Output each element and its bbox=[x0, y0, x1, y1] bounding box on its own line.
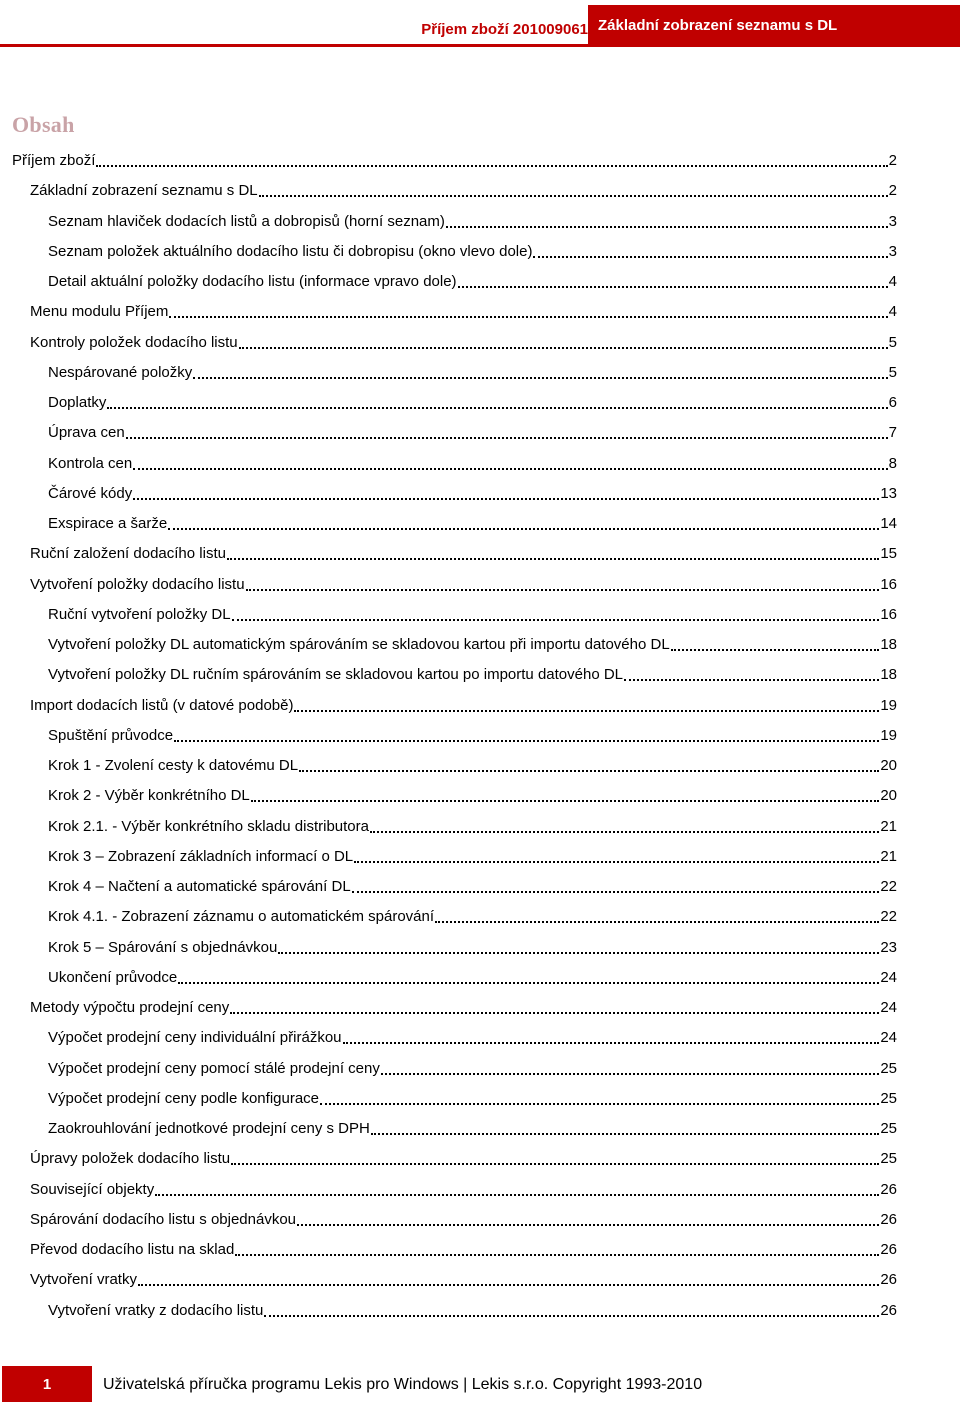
toc-entry-page: 25 bbox=[880, 1060, 897, 1077]
page-header bbox=[0, 0, 960, 48]
toc-dot-leader bbox=[624, 661, 879, 681]
toc-entry-page: 20 bbox=[880, 757, 897, 774]
toc-entry-page: 4 bbox=[888, 303, 897, 320]
toc-entry-title: Import dodacích listů (v datové podobě) bbox=[30, 697, 294, 714]
toc-entry-title: Související objekty bbox=[30, 1181, 155, 1198]
toc-entry-title: Nespárované položky bbox=[48, 364, 193, 381]
toc-entry[interactable] bbox=[48, 595, 897, 625]
header-section-title: Základní zobrazení seznamu s DL bbox=[588, 5, 960, 44]
toc-entry[interactable] bbox=[48, 867, 897, 897]
toc-entry[interactable] bbox=[48, 837, 897, 867]
toc-entry-page: 21 bbox=[880, 818, 897, 835]
toc-dot-leader bbox=[320, 1085, 879, 1105]
toc-entry-page: 26 bbox=[880, 1211, 897, 1228]
toc-dot-leader bbox=[435, 903, 879, 923]
toc-entry-title: Ukončení průvodce bbox=[48, 969, 178, 986]
toc-dot-leader bbox=[246, 571, 880, 591]
toc-entry[interactable] bbox=[48, 504, 897, 534]
toc-entry-title: Převod dodacího listu na sklad bbox=[30, 1241, 235, 1258]
toc-entry-page: 21 bbox=[880, 848, 897, 865]
footer-text: Uživatelská příručka programu Lekis pro Windows | Lekis s.r.o. Copyright 1993-2010 bbox=[103, 1376, 703, 1393]
toc-entry-page: 5 bbox=[888, 334, 897, 351]
toc-entry[interactable] bbox=[48, 625, 897, 655]
toc-entry[interactable] bbox=[30, 534, 897, 564]
toc-dot-leader bbox=[174, 722, 879, 742]
toc-entry-title: Krok 5 – Spárování s objednávkou bbox=[48, 939, 278, 956]
toc-entry[interactable] bbox=[48, 383, 897, 413]
toc-entry-title: Krok 2 - Výběr konkrétního DL bbox=[48, 787, 250, 804]
toc-entry[interactable] bbox=[30, 1170, 897, 1200]
toc-dot-leader bbox=[446, 208, 888, 228]
toc-entry-page: 25 bbox=[880, 1120, 897, 1137]
toc-entry[interactable] bbox=[48, 1079, 897, 1109]
toc-entry[interactable] bbox=[48, 444, 897, 474]
toc-entry-page: 22 bbox=[880, 878, 897, 895]
toc-entry-title: Výpočet prodejní ceny individuální přirážkou bbox=[48, 1029, 342, 1046]
toc-entry-title: Spuštění průvodce bbox=[48, 727, 174, 744]
toc-entry[interactable] bbox=[48, 413, 897, 443]
toc-entry-title: Detail aktuální položky dodacího listu (informace vpravo dole) bbox=[48, 273, 457, 290]
toc-entry-title: Kontroly položek dodacího listu bbox=[30, 334, 238, 351]
toc-entry-title: Exspirace a šarže bbox=[48, 515, 168, 532]
toc-entry-page: 26 bbox=[880, 1241, 897, 1258]
toc-entry[interactable] bbox=[48, 716, 897, 746]
toc-dot-leader bbox=[107, 389, 887, 409]
toc-entry-page: 25 bbox=[880, 1150, 897, 1167]
toc-entry-title: Krok 4 – Načtení a automatické spárování DL bbox=[48, 878, 351, 895]
toc-dot-leader bbox=[671, 631, 880, 651]
toc-dot-leader bbox=[352, 873, 880, 893]
toc-entry-title: Ruční vytvoření položky DL bbox=[48, 606, 231, 623]
toc-dot-leader bbox=[227, 540, 879, 560]
toc-entry[interactable] bbox=[48, 353, 897, 383]
toc-entry-page: 3 bbox=[888, 213, 897, 230]
toc-entry[interactable] bbox=[48, 807, 897, 837]
toc-entry-page: 23 bbox=[880, 939, 897, 956]
toc-dot-leader bbox=[370, 813, 879, 833]
toc-dot-leader bbox=[278, 934, 879, 954]
toc-entry-page: 7 bbox=[888, 424, 897, 441]
toc-entry-title: Základní zobrazení seznamu s DL bbox=[30, 182, 258, 199]
toc-entry[interactable] bbox=[48, 1049, 897, 1079]
toc-entry[interactable] bbox=[30, 988, 897, 1018]
toc-entry-page: 26 bbox=[880, 1302, 897, 1319]
toc-dot-leader bbox=[458, 268, 888, 288]
toc-entry-page: 14 bbox=[880, 515, 897, 532]
toc-entry-page: 4 bbox=[888, 273, 897, 290]
toc-entry-page: 24 bbox=[880, 1029, 897, 1046]
toc-entry[interactable] bbox=[12, 141, 897, 171]
toc-dot-leader bbox=[343, 1024, 880, 1044]
toc-entry[interactable] bbox=[48, 262, 897, 292]
toc-entry-page: 8 bbox=[888, 455, 897, 472]
toc-dot-leader bbox=[239, 329, 888, 349]
toc-dot-leader bbox=[178, 964, 879, 984]
toc-entry-page: 18 bbox=[880, 636, 897, 653]
toc-dot-leader bbox=[133, 450, 887, 470]
toc-entry-page: 2 bbox=[888, 152, 897, 169]
toc-dot-leader bbox=[371, 1115, 879, 1135]
toc-dot-leader bbox=[231, 1145, 879, 1165]
toc-entry-page: 16 bbox=[880, 606, 897, 623]
toc-entry-title: Úprava cen bbox=[48, 424, 125, 441]
toc-entry[interactable] bbox=[30, 1230, 897, 1260]
toc-entry[interactable] bbox=[30, 1139, 897, 1169]
toc-entry-title: Výpočet prodejní ceny podle konfigurace bbox=[48, 1090, 320, 1107]
toc-entry-page: 15 bbox=[880, 545, 897, 562]
toc-entry-title: Zaokrouhlování jednotkové prodejní ceny s DPH bbox=[48, 1120, 370, 1137]
toc-entry[interactable] bbox=[48, 655, 897, 685]
toc-entry[interactable] bbox=[48, 897, 897, 927]
toc-entry[interactable] bbox=[48, 746, 897, 776]
toc-dot-leader bbox=[297, 1206, 879, 1226]
toc-entry-page: 18 bbox=[880, 666, 897, 683]
toc-entry-page: 26 bbox=[880, 1271, 897, 1288]
toc-dot-leader bbox=[168, 510, 879, 530]
toc-dot-leader bbox=[230, 994, 879, 1014]
toc-entry[interactable] bbox=[48, 776, 897, 806]
toc-entry[interactable] bbox=[48, 928, 897, 958]
toc-heading: Obsah bbox=[12, 112, 75, 137]
toc-entry-title: Menu modulu Příjem bbox=[30, 303, 169, 320]
toc-entry-title: Příjem zboží bbox=[12, 152, 96, 169]
toc-dot-leader bbox=[235, 1236, 879, 1256]
toc-entry-title: Čárové kódy bbox=[48, 485, 133, 502]
toc-entry[interactable] bbox=[30, 565, 897, 595]
toc-entry-title: Úpravy položek dodacího listu bbox=[30, 1150, 231, 1167]
toc-entry-title: Spárování dodacího listu s objednávkou bbox=[30, 1211, 297, 1228]
toc-dot-leader bbox=[533, 238, 887, 258]
header-document-title: Příjem zboží 201009061 bbox=[421, 21, 588, 38]
toc-entry-title: Krok 2.1. - Výběr konkrétního skladu distributora bbox=[48, 818, 369, 835]
toc-entry-page: 24 bbox=[880, 969, 897, 986]
page-footer bbox=[0, 1366, 960, 1406]
toc-dot-leader bbox=[169, 298, 887, 318]
toc-entry-title: Vytvoření vratky bbox=[30, 1271, 137, 1288]
toc-entry[interactable] bbox=[48, 1291, 897, 1321]
toc-entry[interactable] bbox=[30, 1200, 897, 1230]
toc-entry-page: 24 bbox=[880, 999, 897, 1016]
footer-page-number: 1 bbox=[2, 1366, 92, 1402]
toc-dot-leader bbox=[354, 843, 879, 863]
toc-entry-page: 19 bbox=[880, 697, 897, 714]
toc-entry[interactable] bbox=[48, 958, 897, 988]
toc-entry[interactable] bbox=[30, 323, 897, 353]
toc-entry-title: Metody výpočtu prodejní ceny bbox=[30, 999, 230, 1016]
toc-entry-title: Doplatky bbox=[48, 394, 107, 411]
toc-entry-title: Seznam položek aktuálního dodacího listu či dobropisu (okno vlevo dole) bbox=[48, 243, 533, 260]
toc-dot-leader bbox=[251, 782, 880, 802]
toc-entry-title: Výpočet prodejní ceny pomocí stálé prodejní ceny bbox=[48, 1060, 380, 1077]
toc-entry-page: 6 bbox=[888, 394, 897, 411]
toc-entry-page: 19 bbox=[880, 727, 897, 744]
toc-entry[interactable] bbox=[48, 232, 897, 262]
toc-dot-leader bbox=[155, 1176, 879, 1196]
toc-entry-title: Krok 3 – Zobrazení základních informací o DL bbox=[48, 848, 354, 865]
toc-dot-leader bbox=[294, 692, 879, 712]
toc-entry-title: Vytvoření položky dodacího listu bbox=[30, 576, 245, 593]
toc-entry-page: 20 bbox=[880, 787, 897, 804]
toc-dot-leader bbox=[138, 1266, 879, 1286]
toc-entry[interactable] bbox=[30, 1260, 897, 1290]
toc-entry[interactable] bbox=[30, 292, 897, 322]
toc-entry-page: 22 bbox=[880, 908, 897, 925]
toc-entry-title: Vytvoření položky DL ručním spárováním se skladovou kartou po importu datového DL bbox=[48, 666, 624, 683]
toc-entry-page: 16 bbox=[880, 576, 897, 593]
toc-entry-title: Kontrola cen bbox=[48, 455, 133, 472]
toc-dot-leader bbox=[133, 480, 879, 500]
toc-entry[interactable] bbox=[30, 686, 897, 716]
toc-entry-title: Krok 1 - Zvolení cesty k datovému DL bbox=[48, 757, 299, 774]
toc-dot-leader bbox=[381, 1055, 879, 1075]
header-divider bbox=[0, 44, 960, 47]
toc-dot-leader bbox=[259, 177, 888, 197]
toc-entry-title: Ruční založení dodacího listu bbox=[30, 545, 226, 562]
toc-dot-leader bbox=[126, 419, 888, 439]
toc-dot-leader bbox=[193, 359, 887, 379]
toc-entry-title: Krok 4.1. - Zobrazení záznamu o automatickém spárování bbox=[48, 908, 435, 925]
toc-dot-leader bbox=[299, 752, 879, 772]
toc-entry-page: 25 bbox=[880, 1090, 897, 1107]
toc-dot-leader bbox=[264, 1297, 879, 1317]
toc-entry-title: Vytvoření vratky z dodacího listu bbox=[48, 1302, 264, 1319]
toc-dot-leader bbox=[96, 147, 887, 167]
toc-entry-title: Seznam hlaviček dodacích listů a dobropisů (horní seznam) bbox=[48, 213, 445, 230]
toc-entry[interactable] bbox=[48, 474, 897, 504]
toc-entry[interactable] bbox=[30, 171, 897, 201]
toc-entry-page: 13 bbox=[880, 485, 897, 502]
toc-entry[interactable] bbox=[48, 1018, 897, 1048]
toc-dot-leader bbox=[232, 601, 880, 621]
toc-entry-page: 2 bbox=[888, 182, 897, 199]
toc-entry[interactable] bbox=[48, 1109, 897, 1139]
toc-entry-page: 26 bbox=[880, 1181, 897, 1198]
toc-entry-title: Vytvoření položky DL automatickým spárováním se skladovou kartou při importu datového DL bbox=[48, 636, 670, 653]
toc-entry[interactable] bbox=[48, 202, 897, 232]
toc-entry-page: 5 bbox=[888, 364, 897, 381]
toc-entry-page: 3 bbox=[888, 243, 897, 260]
